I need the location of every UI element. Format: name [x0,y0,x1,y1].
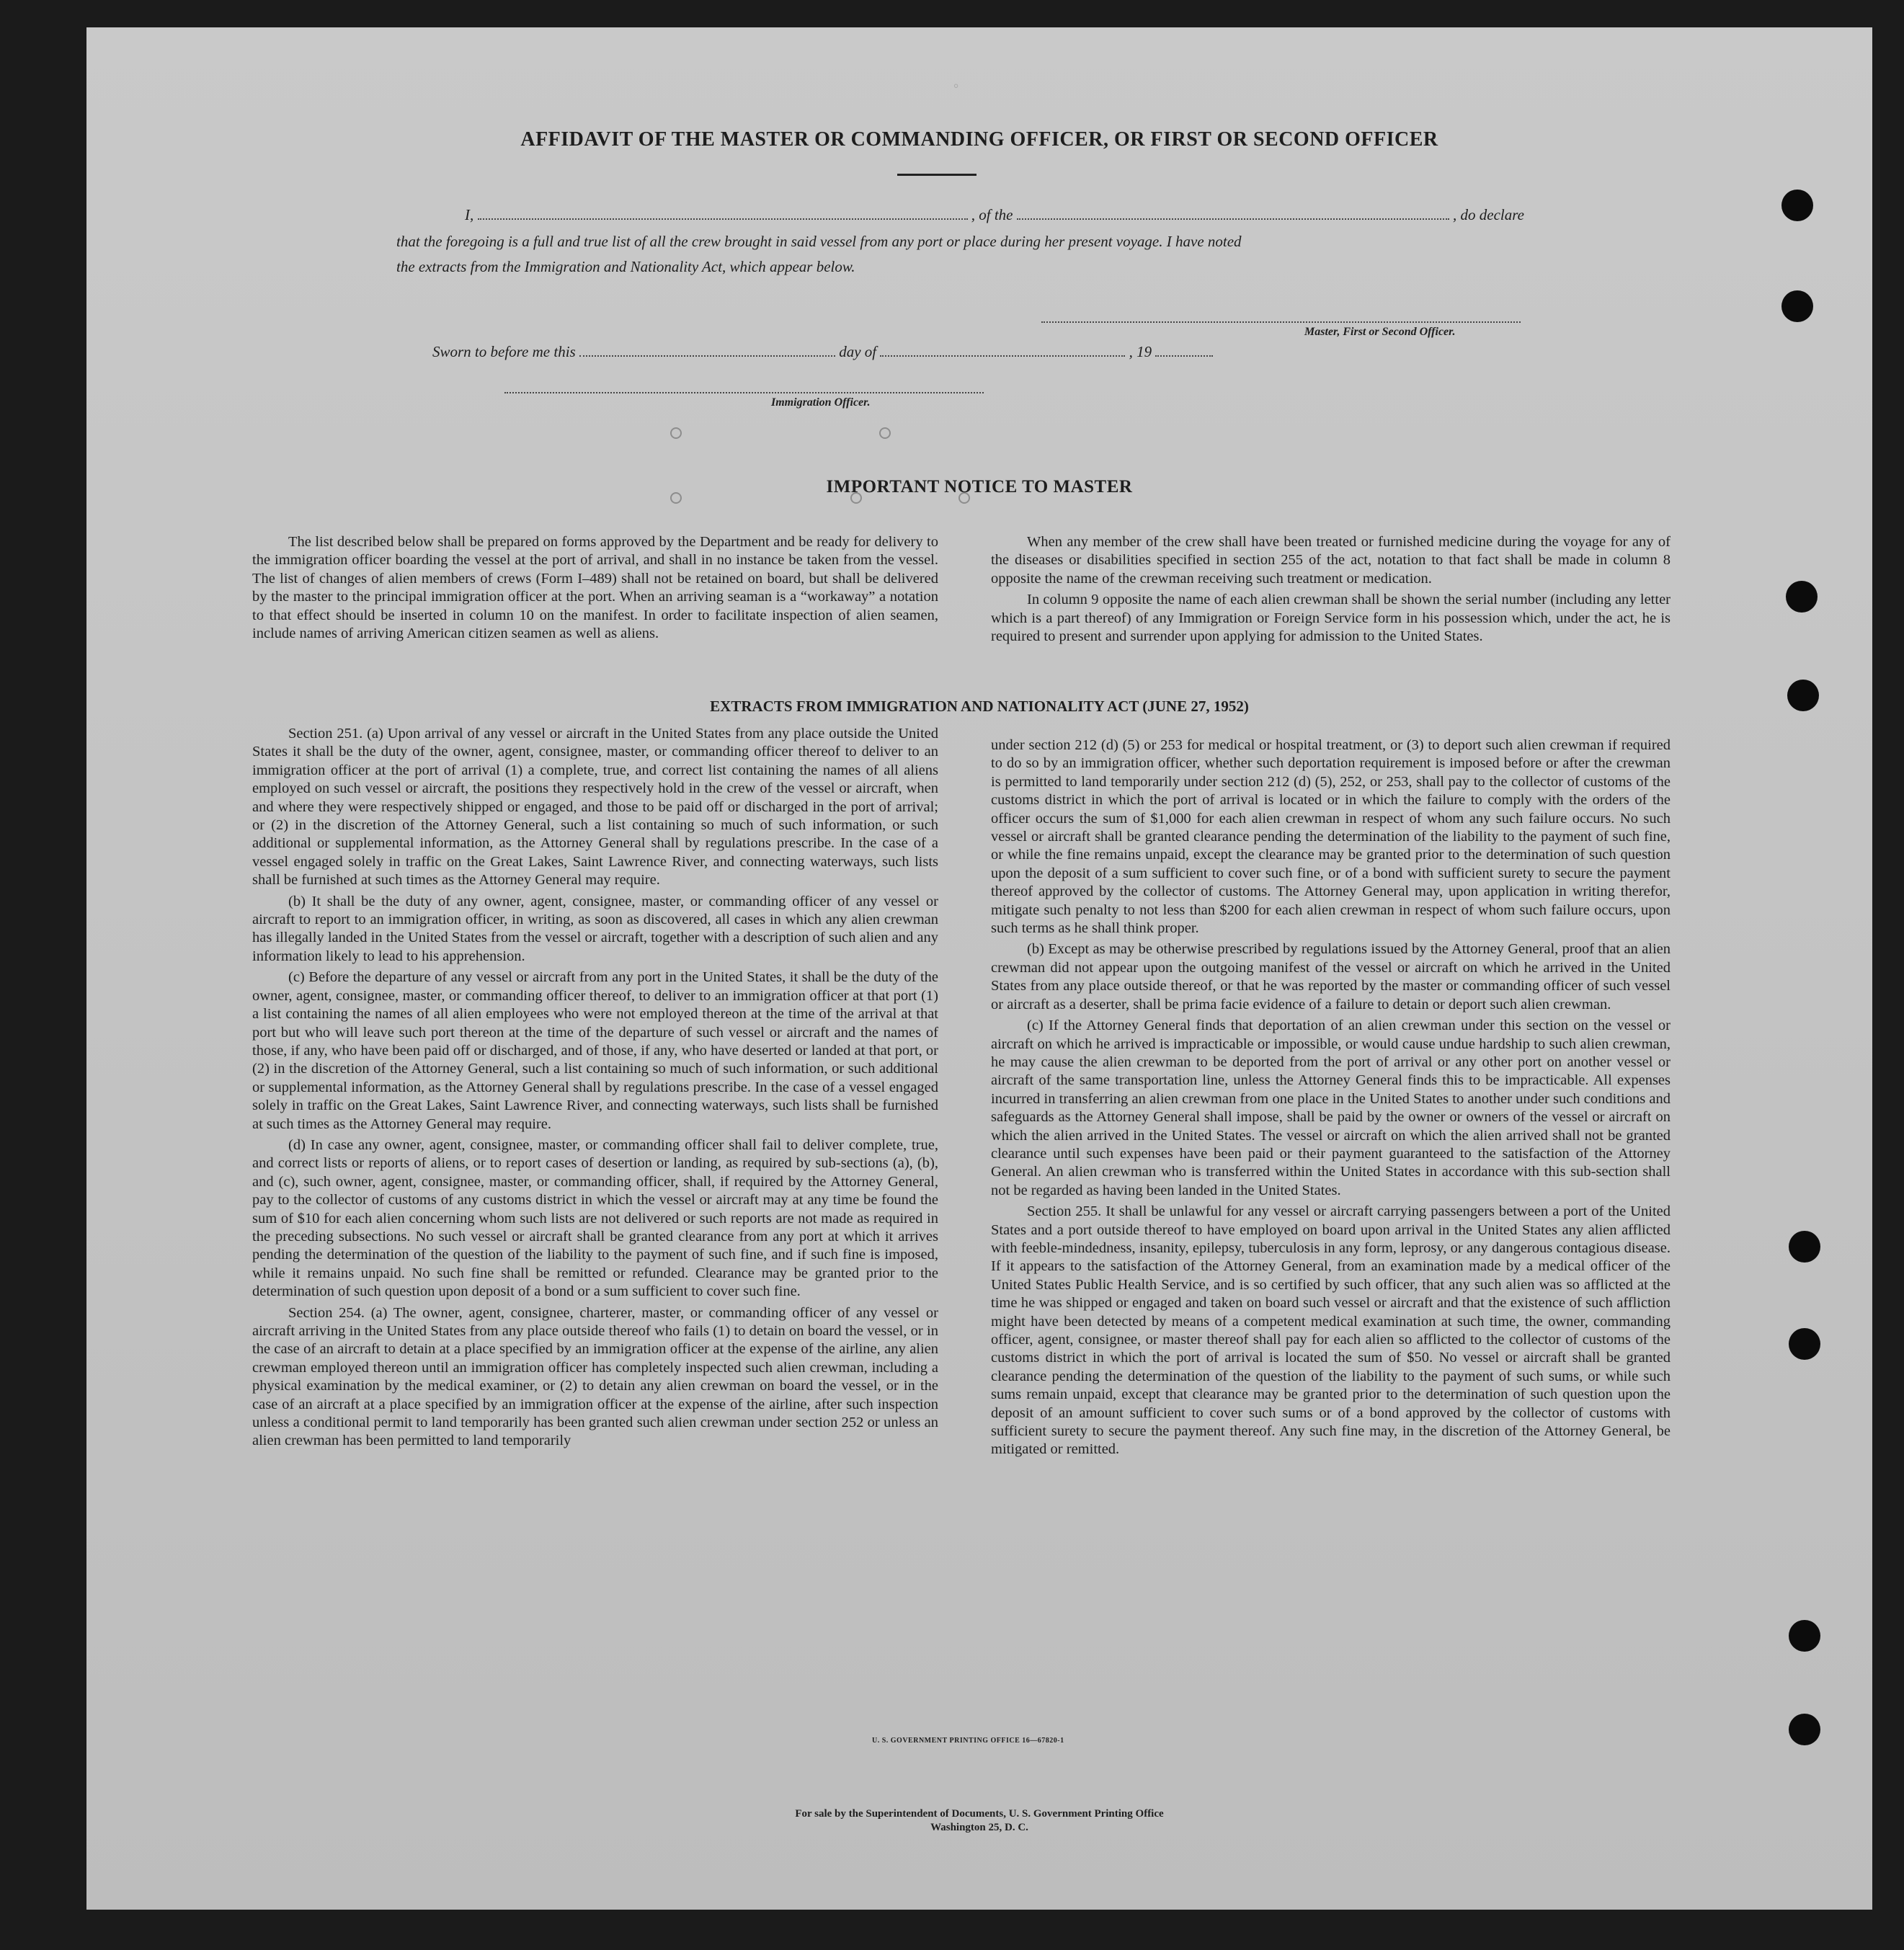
bleed-through-texture: ◦ [951,78,961,96]
section-254-a-continued: under section 212 (d) (5) or 253 for medical or hospital treatment, or (3) to deport such alien crewman if required to do so by an immigration officer, whether such deportation requirement is imposed before or after the crewman is permitted to land temporarily under section 212 (d) (5), 252, or 253, shall pay to the collector of customs of the customs district in which the port of arrival is located or in which the failure to comply with the orders of the officer occurs the sum of $1,000 for each alien crewman in respect of whom any such failure occurs. No such vessel or aircraft shall be granted clearance pending the determination of the liability to the payment of such fine, or while the fine remains unpaid, except the clearance may be granted prior to the determination of such question upon the deposit of a sum sufficient to cover such fine, or of a bond with sufficient surety to secure the payment thereof approved by the collector of customs. The Attorney General may, upon application in writing therefor, mitigate such penalty to not less than $200 for each alien crewman in respect of whom such failure occurs, upon such terms as he shall think proper. [991,737,1671,937]
section-254-c: (c) If the Attorney General finds that deportation of an alien crewman under this section on the vessel or aircraft on which he arrived is impracticable or impossible, or would cause undue hardship to such alien crewman, he may cause the alien crewman to be deported from the port of arrival or any other port on another vessel or aircraft of the same transportation line, unless the Attorney General finds this to be impracticable. All expenses incurred in transferring an alien crewman from one place in the United States to another under such conditions and safeguards as the Attorney General shall impose, shall be paid by the owner or owners of the vessel or aircraft on which the alien arrived in the United States. The vessel or aircraft on which the alien arrived shall not be granted clearance until such expenses have been paid or their payment guaranteed to the satisfaction of the Attorney General. An alien crewman who is transferred within the United States in accordance with this sub-section shall not be regarded as having been landed in the United States. [991,1018,1671,1198]
document-page [86,27,1872,1910]
sworn-month-blank[interactable] [880,344,1125,357]
section-251-c: (c) Before the departure of any vessel or aircraft from any port in the United States, it shall be the duty of the owner, agent, consignee, master, or commanding officer thereof, to deliver to an immigration officer at that port (1) a list containing the names of all alien employees who were not employed thereon at the time of the arrival at that port but who will leave such port thereon at the time of the departure of such vessel or aircraft and the names of those, if any, who have been paid off or discharged, and of those, if any, who have deserted or landed at that port, or (2) in the discretion of the Attorney General, such a list containing so much of such information, or such additional or supplemental information, as the Attorney General shall by regulations prescribe. In the case of a vessel engaged solely in traffic on the Great Lakes, Saint Lawrence River, and connecting waterways, such lists shall be furnished at such times as the Attorney General may require. [252,969,938,1132]
i-label: I, [465,206,474,223]
notice-left-column [252,533,938,646]
immigration-officer-signature-line[interactable] [504,392,984,393]
bleed-through-dot [670,427,682,439]
section-251-b: (b) It shall be the duty of any owner, agent, consignee, master, or commanding officer of any vessel or aircraft to report to an immigration officer, in writing, as soon as discovered, all cases in which any alien crewman has illegally landed in the United States from the vessel or aircraft, together with a description of such alien and any information likely to lead to his apprehension. [252,893,938,964]
name-blank[interactable] [478,207,968,220]
vessel-blank[interactable] [1017,207,1449,220]
notice-right-column [991,533,1671,649]
punch-hole [1789,1620,1820,1652]
section-254-b: (b) Except as may be otherwise prescribed by regulations issued by the Attorney General, proof that an alien crewman did not appear upon the outgoing manifest of the vessel or aircraft on which he arrived in the United States from any place outside thereof, or that he was reported by the master or commanding officer of such vessel or aircraft as a deserter, shall be prima facie evidence of a failure to detain or deport such alien crewman. [991,941,1671,1012]
sale-notice [86,1807,1872,1835]
extracts-right-column [991,736,1671,1462]
extracts-title: EXTRACTS FROM IMMIGRATION AND NATIONALITY ACT (JUNE 27, 1952) [710,698,1249,715]
declaration-line-2: that the foregoing is a full and true list of all the crew brought in said vessel from any port or place during her present voyage. I have noted [396,233,1242,250]
section-251-d: (d) In case any owner, agent, consignee, master, or commanding officer shall fail to deliver complete, true, and correct lists or reports of aliens, or to report cases of desertion or landing, as required by sub-sections (a), (b), and (c), such owner, agent, consignee, master, or commanding officer, shall, if required by the Attorney General, pay to the collector of customs of any customs district in which the vessel or aircraft may at any time be found the sum of $10 for each alien concerning whom such lists are not delivered or such reports are not made as required in the preceding subsections. No such vessel or aircraft shall be granted clearance from any port at which it arrives pending the determination of the question of the liability to the payment of such fine, and if such fine is imposed, while it remains unpaid. No such fine shall be remitted or refunded. Clearance may be granted prior to the determination of such question upon deposit of a bond or a sum sufficient to cover such fine. [252,1136,938,1300]
sworn-label: Sworn to before me this [432,343,576,360]
notice-right-paragraph-2: In column 9 opposite the name of each alien crewman shall be shown the serial number (including any letter which is a part thereof) of any Immigration or Foreign Service form in his possession which, under the act, he is required to present and surrender upon applying for admission to the United States. [991,592,1671,645]
sale-notice-line-2: Washington 25, D. C. [930,1822,1028,1833]
immigration-officer-caption: Immigration Officer. [771,396,871,409]
declaration-line-3: the extracts from the Immigration and Nationality Act, which appear below. [396,258,855,275]
section-254-a: Section 254. (a) The owner, agent, consignee, charterer, master, or commanding officer of any vessel or aircraft arriving in the United States from any place outside thereof who fails (1) to detain on board the vessel, or in the case of an aircraft to detain at a place specified by an immigration officer at the expense of the airline, any alien crewman employed thereon until an immigration officer has completely inspected such alien crewman, including a physical examination by the medical examiner, or (2) to detain any alien crewman on board the vessel, or in the case of an aircraft at a place specified by an immigration officer at the expense of the airline, after such inspection unless a conditional permit to land temporarily has been granted such alien crewman under section 252 or unless an alien crewman has been permitted to land temporarily [252,1304,938,1449]
affidavit-title: AFFIDAVIT OF THE MASTER OR COMMANDING OFFICER, OR FIRST OR SECOND OFFICER [520,128,1438,151]
section-251-a: Section 251. (a) Upon arrival of any vessel or aircraft in the United States from any place outside the United States it shall be the duty of the owner, agent, consignee, master, or commanding officer thereof to deliver to an immigration officer at the port of arrival (1) a complete, true, and correct list containing the names of all aliens employed on such vessel or aircraft, the positions they respectively hold in the crew of the vessel or aircraft, when and where they were respectively shipped or engaged, and those to be paid off or discharged in the port of arrival; or (2) in the discretion of the Attorney General, such a list containing so much of such information, or such additional or supplemental information, as the Attorney General shall by regulations prescribe. In the case of a vessel engaged solely in traffic on the Great Lakes, Saint Lawrence River, and connecting waterways, such lists shall be furnished at such times as the Attorney General may require. [252,726,938,889]
punch-hole [1781,290,1813,322]
notice-title: IMPORTANT NOTICE TO MASTER [826,477,1133,497]
punch-hole [1786,581,1818,613]
year-label: , 19 [1129,343,1152,360]
declaration-line-1 [465,206,1524,224]
of-the-label: , of the [971,206,1013,223]
sworn-line [432,343,1213,361]
punch-hole [1789,1714,1820,1745]
notice-left-paragraph: The list described below shall be prepared on forms approved by the Department and be ready for delivery to the immigration officer boarding the vessel at the port of arrival, and shall in no instance be taken from the vessel. The list of changes of alien members of crews (Form I–489) shall not be retained on board, but shall be delivered by the master to the principal immigration officer at the port. When an arriving seaman is a “workaway” a notation to that effect should be inserted in column 10 on the manifest. In order to facilitate inspection of alien seamen, include names of arriving American citizen seamen as well as aliens. [252,534,938,642]
master-signature-line[interactable] [1041,321,1521,323]
do-declare-label: , do declare [1453,206,1524,223]
sworn-year-blank[interactable] [1155,344,1213,357]
punch-hole [1789,1328,1820,1360]
punch-hole [1789,1231,1820,1263]
sale-notice-line-1: For sale by the Superintendent of Documents, U. S. Government Printing Office [795,1808,1164,1820]
bleed-through-dot [879,427,891,439]
extracts-left-column [252,725,938,1453]
section-255: Section 255. It shall be unlawful for any vessel or aircraft carrying passengers between a port of the United States and a port outside thereof to have employed on board upon arrival in the United States any alien afflicted with feeble-mindedness, insanity, epilepsy, tuberculosis in any form, leprosy, or any dangerous contagious disease. If it appears to the satisfaction of the Attorney General, from an examination made by a medical officer of the United States Public Health Service, and is so certified by such officer, that any such alien was so afflicted at the time he was shipped or engaged and taken on board such vessel or aircraft and that the existence of such affliction might have been detected by means of a competent medical examination at such time, the owner, commanding officer, agent, consignee, or master thereof shall pay for each alien so afflicted to the collector of customs of the customs district in which the port of arrival is located the sum of $50. No vessel or aircraft shall be granted clearance pending the determination of the question of the liability to the payment of such sums, or while such sums remain unpaid, except that clearance may be granted prior to the determination of such question upon the deposit of an amount sufficient to cover such sums or of a bond approved by the collector of customs with sufficient surety to secure the payment thereof. Any such fine may, in the discretion of the Attorney General, be mitigated or remitted. [991,1203,1671,1458]
title-underline [897,174,977,176]
punch-hole [1781,190,1813,221]
sworn-day-blank[interactable] [579,344,835,357]
notice-right-paragraph-1: When any member of the crew shall have been treated or furnished medicine during the voyage for any of the diseases or disabilities specified in section 255 of the act, notation to that fact shall be made in column 8 opposite the name of the crewman receiving such treatment or medication. [991,534,1671,587]
printing-office-imprint: U. S. GOVERNMENT PRINTING OFFICE 16—67820-1 [872,1737,1064,1745]
master-signature-caption: Master, First or Second Officer. [1304,326,1456,338]
day-of-label: day of [839,343,877,360]
